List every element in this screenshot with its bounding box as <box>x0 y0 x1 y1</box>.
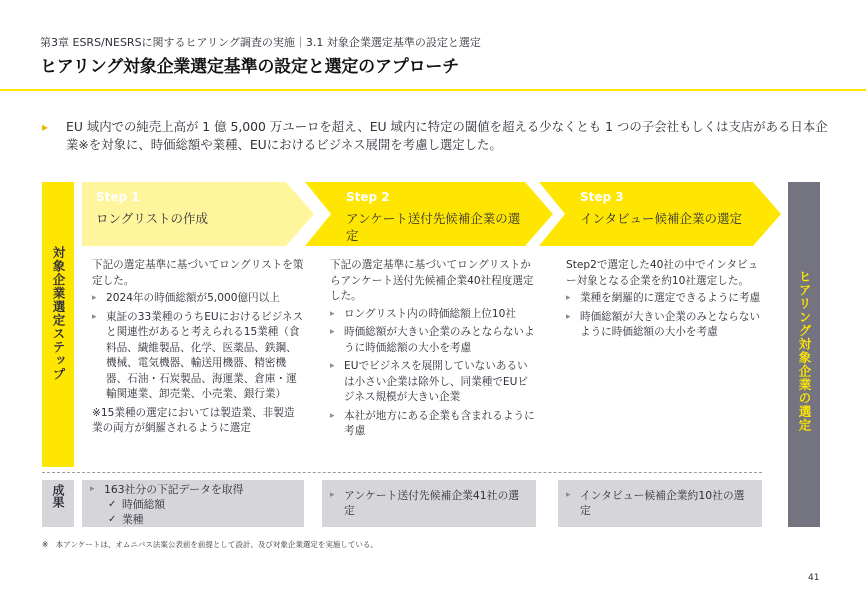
step1-name: ロングリストの作成 <box>96 211 209 226</box>
step2-criterion: ▸ EUでビジネスを展開していないあるいは小さい企業は除外し、同業種でEUビジネス規模が大きい企業 <box>330 359 536 406</box>
result-check-item: ✓ 業種 <box>90 512 296 527</box>
step2-criterion: ▸ 時価総額が大きい企業のみとならないように時価総額の大小を考慮 <box>330 325 536 356</box>
step3-criterion: ▸ 業種を網羅的に選定できるように考慮 <box>566 291 762 307</box>
step3-name: インタビュー候補企業の選定 <box>580 211 743 226</box>
step2-lead: 下記の選定基準に基づいてロングリストからアンケート送付先候補企業40社程度選定した。 <box>330 259 534 302</box>
result-step1-text: ▸ 163社分の下記データを取得 <box>90 482 296 497</box>
outcome-bar-text: ヒアリング対象企業の選定 <box>797 270 812 432</box>
result-step3-text: ▸ インタビュー候補企業約10社の選定 <box>566 488 754 518</box>
step2-body <box>330 258 536 443</box>
page-title: ヒアリング対象企業選定基準の設定と選定のアプローチ <box>40 57 459 77</box>
result-step2-text: ▸ アンケート送付先候補企業41社の選定 <box>330 488 528 518</box>
step1-note: ※15業種の選定においては製造業、非製造業の両方が網羅されるように選定 <box>92 406 295 434</box>
step1-lead: 下記の選定基準に基づいてロングリストを策定した。 <box>92 259 304 287</box>
step3-number: Step 3 <box>580 190 624 204</box>
result-step3 <box>558 480 762 527</box>
step1-criterion: ▸ 東証の33業種のうちEUにおけるビジネスと関連性があると考えられる15業種（食料品、繊維製品、化学、医薬品、鉄鋼、機械、電気機器、輸送用機器、精密機器、石油・石炭製品、海運業、倉庫・運輸関連業、卸売業、小売業、銀行業） <box>92 310 304 403</box>
step2-criterion: ▸ ロングリスト内の時価総額上位10社 <box>330 307 536 323</box>
step1-number: Step 1 <box>96 190 140 204</box>
step3-lead: Step2で選定した40社の中でインタビュー対象となる企業を約10社選定した。 <box>566 259 759 287</box>
result-step2 <box>322 480 536 527</box>
intro-bullet-icon: ▸ <box>42 120 49 134</box>
page-number: 41 <box>808 573 820 583</box>
step2-name: アンケート送付先候補企業の選定 <box>346 211 521 243</box>
step3-body <box>566 258 762 344</box>
step1-criterion: ▸ 2024年の時価総額が5,000億円以上 <box>92 291 304 307</box>
breadcrumb: 第3章 ESRS/NESRSに関するヒアリング調査の実施｜3.1 対象企業選定基準の設定と選定 <box>40 36 481 49</box>
result-check-item: ✓ 時価総額 <box>90 497 296 512</box>
step1-body <box>92 258 304 437</box>
step3-criterion: ▸ 時価総額が大きい企業のみとならないように時価総額の大小を考慮 <box>566 310 762 341</box>
step2-criterion: ▸ 本社が地方にある企業も含まれるように考慮 <box>330 409 536 440</box>
section-divider <box>42 472 762 473</box>
intro-text: EU 域内での純売上高が 1 億 5,000 万ユーロを超え、EU 域内に特定の閾値を超える少なくとも 1 つの子会社もしくは支店がある日本企業※を対象に、時価総額や業種、EUにおけるビジネス展開を考慮し選定した。 <box>66 119 828 152</box>
title-underline <box>0 89 866 91</box>
results-label: 成果 <box>51 484 65 508</box>
result-step1 <box>82 480 304 527</box>
side-label-text: 対象企業選定ステップ <box>51 246 66 381</box>
step2-number: Step 2 <box>346 190 390 204</box>
footnote: ※ 本アンケートは、オムニバス法案公表前を前提として設計、及び対象企業選定を実施している。 <box>42 540 378 549</box>
